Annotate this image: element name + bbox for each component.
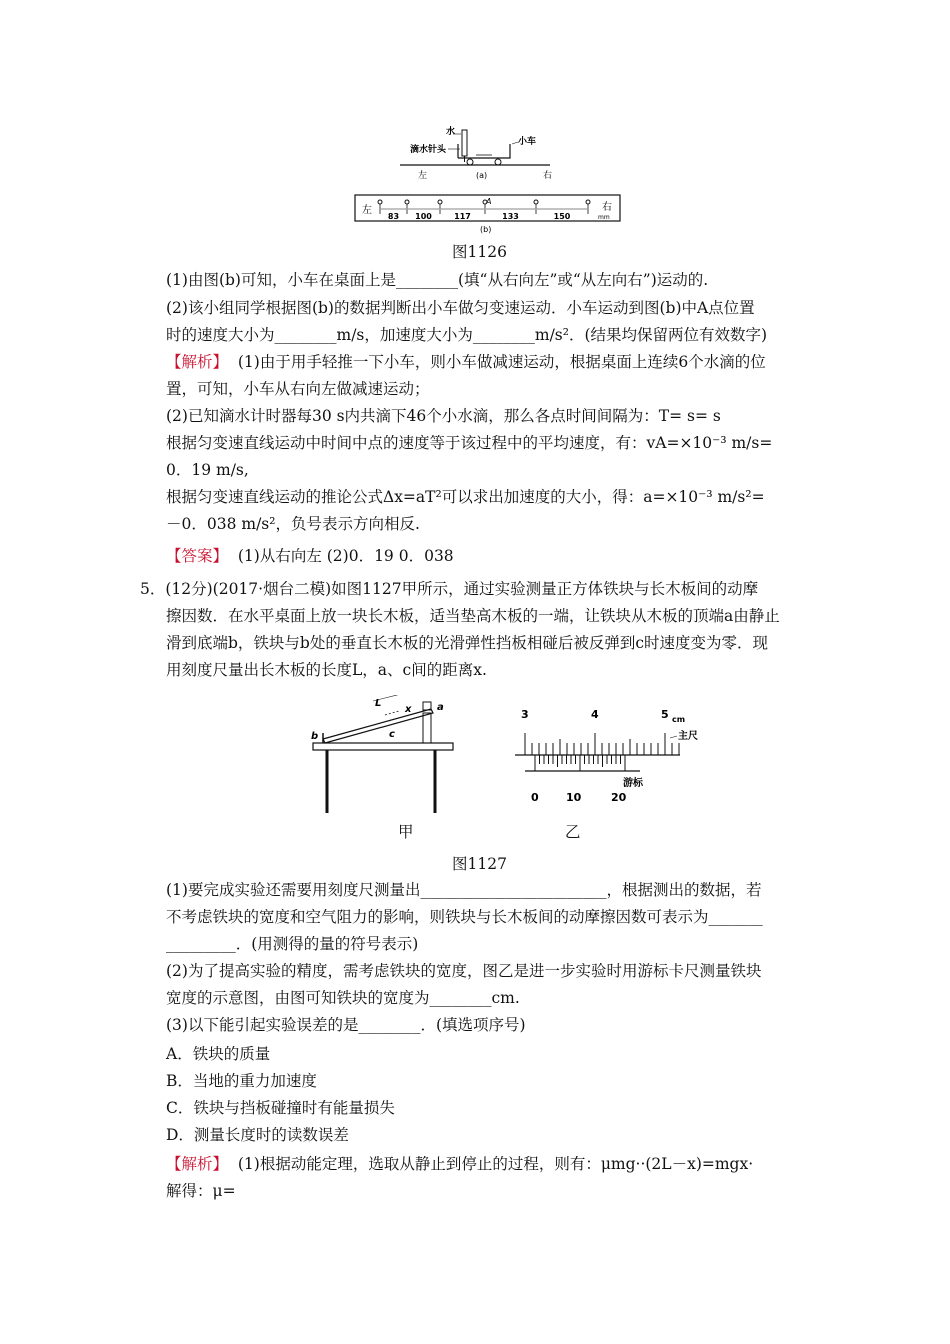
- interval-label: 83: [387, 212, 400, 221]
- label-point-a: A: [486, 197, 492, 206]
- water-drop: [405, 200, 409, 204]
- q5-part1-c: _________．(用测得的量的符号表示): [166, 935, 419, 953]
- q5-line4: 用刻度尺量出长木板的长度L，a、c间的距离x.: [166, 661, 487, 679]
- main-num-4: 4: [591, 708, 599, 721]
- interval-label: 150: [553, 212, 571, 221]
- label-right-a: 右: [543, 171, 553, 181]
- q5-line3: 滑到底端b，铁块与b处的垂直长木板的光滑弹性挡板相碰后被反弹到c时速度变为零．现: [166, 634, 769, 652]
- q5-part2-a: (2)为了提高实验的精度，需考虑铁块的宽度，图乙是进一步实验时用游标卡尺测量铁块: [166, 962, 762, 980]
- q5-part3: (3)以下能引起实验误差的是________．(填选项序号): [166, 1016, 526, 1034]
- figure-1127-jia: [305, 695, 465, 820]
- label-main-scale: 主尺: [678, 731, 698, 742]
- jiexi-tag: 【解析】: [166, 1155, 229, 1173]
- q4-jiexi-3b: 0．19 m/s,: [166, 461, 249, 479]
- q5-part1-b: 不考虑铁块的宽度和空气阻力的影响，则铁块与长木板间的动摩擦因数可表示为_______: [166, 908, 763, 926]
- vernier-num-20: 20: [611, 791, 627, 804]
- vernier-num-10: 10: [566, 791, 582, 804]
- q4-jiexi-2: (2)已知滴水计时器每30 s内共滴下46个小水滴，那么各点时间间隔为：T= s= s: [166, 407, 721, 425]
- dropper: [462, 130, 467, 156]
- q4-answer: (1)从右向左 (2)0．19 0．038: [237, 547, 454, 565]
- label-sub-a: (a): [476, 171, 488, 180]
- figure-1126: [350, 122, 630, 237]
- water-drop: [438, 200, 442, 204]
- q4-part2-line1: (2)该小组同学根据图(b)的数据判断出小车做匀变速运动．小车运动到图(b)中A点位置: [166, 299, 755, 317]
- q4-jiexi-1a: (1)由于用手轻推一下小车，则小车做减速运动，根据桌面上连续6个水滴的位: [237, 353, 766, 371]
- option-c: C．铁块与挡板碰撞时有能量损失: [166, 1099, 395, 1117]
- figure-1127-yi: [510, 700, 710, 810]
- support-block: [423, 713, 431, 743]
- daan-tag: 【答案】: [166, 547, 229, 565]
- q4-part1: (1)由图(b)可知，小车在桌面上是________(填“从右向左”或“从左向右”)运动的.: [166, 271, 709, 289]
- label-right-b: 右: [602, 202, 612, 213]
- label-left-a: 左: [418, 171, 428, 181]
- q4-jiexi-3a: 根据匀变速直线运动中时间中点的速度等于该过程中的平均速度，有：vA=×10⁻³ m/s=: [166, 434, 773, 452]
- label-yi: 乙: [565, 823, 581, 841]
- jiexi-tag: 【解析】: [166, 353, 229, 371]
- q5-jiexi-line1: [166, 1154, 753, 1174]
- q4-jiexi-4b: －0．038 m/s²，负号表示方向相反.: [166, 515, 420, 533]
- option-b: B．当地的重力加速度: [166, 1072, 317, 1090]
- water-drop: [534, 200, 538, 204]
- q5-line1: 5．(12分)(2017·烟台二模)如图1127甲所示，通过实验测量正方体铁块与长木板间的动摩: [140, 580, 759, 598]
- label-c: c: [389, 729, 395, 740]
- q5-jiexi-1: (1)根据动能定理，选取从静止到停止的过程，则有：μmg··(2L－x)=mgx·: [237, 1155, 754, 1173]
- label-left-b: 左: [362, 205, 372, 216]
- label-vernier: 游标: [623, 778, 643, 789]
- interval-label: 100: [415, 212, 432, 221]
- q4-jiexi-line1: [166, 352, 766, 372]
- label-dropper: 滴水针头: [410, 145, 447, 155]
- main-num-5: 5: [661, 708, 669, 721]
- label-L: L: [375, 698, 382, 709]
- q5-line2: 擦因数．在水平桌面上放一块长木板，适当垫高木板的一端，让铁块从木板的顶端a由静止: [166, 607, 780, 625]
- table-top: [313, 743, 453, 750]
- figure-caption-1127: 图1127: [452, 855, 507, 873]
- q4-jiexi-1b: 置，可知，小车从右向左做减速运动；: [166, 380, 430, 398]
- label-cm: cm: [672, 715, 686, 724]
- incline-board: [323, 709, 433, 743]
- label-jia: 甲: [398, 823, 414, 841]
- label-a: a: [437, 702, 444, 713]
- q5-jiexi-2: 解得：μ=: [166, 1182, 236, 1200]
- q4-jiexi-4a: 根据匀变速直线运动的推论公式Δx=aT²可以求出加速度的大小，得：a=×10⁻³ m/s²=: [166, 488, 765, 506]
- interval-label: 117: [454, 212, 471, 221]
- q4-answer-line: [166, 546, 454, 566]
- label-b: b: [311, 731, 319, 742]
- vernier-num-0: 0: [531, 791, 539, 804]
- option-a: A．铁块的质量: [166, 1045, 271, 1063]
- q5-part2-b: 宽度的示意图，由图可知铁块的宽度为________cm.: [166, 989, 520, 1007]
- label-unit: mm: [598, 214, 610, 221]
- q5-part1-a: (1)要完成实验还需要用刻度尺测量出________________________，根据测出的数据，若: [166, 881, 762, 899]
- label-cart: 小车: [518, 137, 537, 147]
- label-water: 水: [446, 127, 456, 137]
- water-drop: [586, 200, 590, 204]
- q4-part2-line2: 时的速度大小为________m/s，加速度大小为________m/s²．(结果均保留两位有效数字): [166, 326, 768, 344]
- wheel: [467, 159, 473, 165]
- label-sub-b: (b): [480, 225, 492, 234]
- main-num-3: 3: [521, 708, 529, 721]
- label-x: x: [405, 704, 412, 715]
- wheel: [495, 159, 501, 165]
- option-d: D．测量长度时的读数误差: [166, 1126, 349, 1144]
- interval-label: 133: [502, 212, 519, 221]
- water-drop: [378, 200, 382, 204]
- figure-caption-1126: 图1126: [452, 243, 507, 261]
